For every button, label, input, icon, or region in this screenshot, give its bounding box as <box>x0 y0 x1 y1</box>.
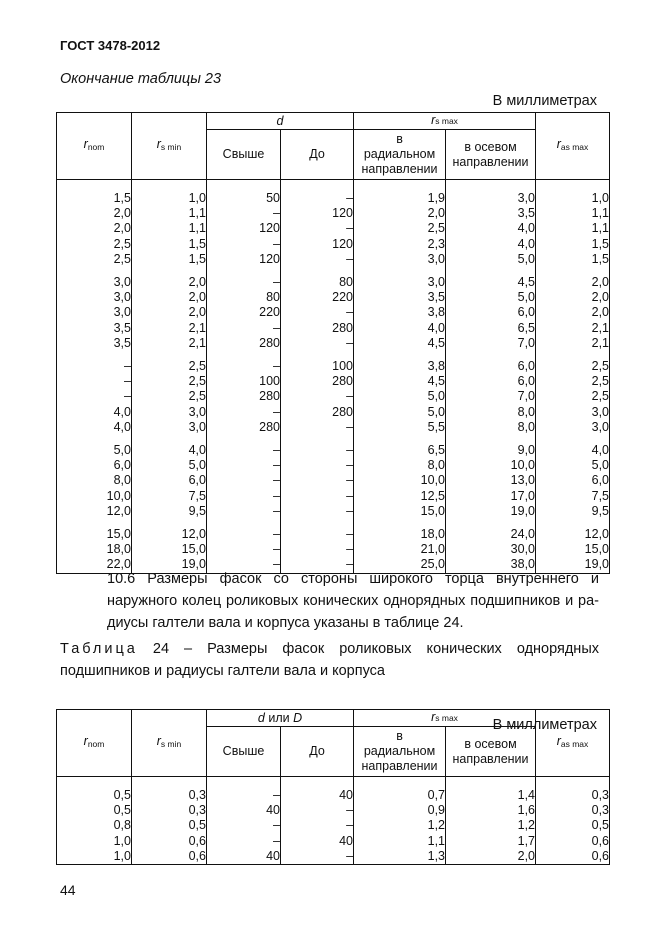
cell-d-upto: 280 <box>281 405 354 420</box>
cell-d-over: 120 <box>207 221 281 236</box>
cell-r-nom: 2,0 <box>57 206 132 221</box>
cell-rs-max-axial: 4,5 <box>446 275 536 290</box>
cell-d-over: 100 <box>207 374 281 389</box>
table-row <box>57 321 610 336</box>
cell-d-over: 280 <box>207 336 281 351</box>
header-ras-max: $r_{as max}$ <box>536 710 610 777</box>
cell-d-upto: 280 <box>281 374 354 389</box>
cell-rs-min: 2,5 <box>132 389 207 404</box>
cell-ras-max: 12,0 <box>536 527 610 542</box>
cell-rs-min: 12,0 <box>132 527 207 542</box>
header-axial: в осевом направлении <box>446 130 536 180</box>
cell-rs-max-radial: 1,2 <box>354 818 446 833</box>
cell-r-nom: 12,0 <box>57 504 132 519</box>
cell-rs-min: 1,0 <box>132 191 207 206</box>
cell-rs-max-radial: 5,0 <box>354 405 446 420</box>
cell-d-upto: 40 <box>281 788 354 803</box>
cell-rs-max-axial: 10,0 <box>446 458 536 473</box>
cell-r-nom: 3,5 <box>57 336 132 351</box>
cell-rs-min: 9,5 <box>132 504 207 519</box>
table-row <box>57 305 610 320</box>
cell-d-over: – <box>207 504 281 519</box>
cell-ras-max: 1,1 <box>536 206 610 221</box>
cell-d-upto: – <box>281 818 354 833</box>
cell-rs-min: 2,1 <box>132 321 207 336</box>
paragraph-line: диусы галтели вала и корпуса указаны в таблице 24. <box>107 615 464 631</box>
cell-ras-max: 2,5 <box>536 389 610 404</box>
cell-rs-max-radial: 21,0 <box>354 542 446 557</box>
cell-d-over: – <box>207 237 281 252</box>
table-row <box>57 237 610 252</box>
cell-r-nom: 2,5 <box>57 252 132 267</box>
cell-r-nom: 3,5 <box>57 321 132 336</box>
cell-rs-max-axial: 7,0 <box>446 336 536 351</box>
cell-rs-min: 1,5 <box>132 252 207 267</box>
section-10-6-paragraph <box>60 568 599 634</box>
cell-r-nom: – <box>57 389 132 404</box>
cell-d-upto: – <box>281 504 354 519</box>
cell-rs-min: 19,0 <box>132 557 207 573</box>
cell-r-nom: 4,0 <box>57 420 132 435</box>
cell-rs-max-radial: 4,5 <box>354 374 446 389</box>
table-row <box>57 443 610 458</box>
cell-ras-max: 4,0 <box>536 443 610 458</box>
cell-rs-max-radial: 1,3 <box>354 849 446 865</box>
cell-rs-max-radial: 10,0 <box>354 473 446 488</box>
cell-rs-max-axial: 9,0 <box>446 443 536 458</box>
cell-d-over: – <box>207 788 281 803</box>
cell-rs-min: 0,5 <box>132 818 207 833</box>
cell-rs-max-axial: 3,0 <box>446 191 536 206</box>
cell-r-nom: 6,0 <box>57 458 132 473</box>
header-rs-min: $r_{s min}$ <box>132 710 207 777</box>
group-spacer <box>57 267 610 275</box>
cell-d-over: – <box>207 557 281 573</box>
cell-d-over: – <box>207 489 281 504</box>
cell-rs-min: 2,0 <box>132 275 207 290</box>
table-row <box>57 818 610 833</box>
cell-rs-min: 6,0 <box>132 473 207 488</box>
table-row <box>57 834 610 849</box>
cell-ras-max: 0,6 <box>536 834 610 849</box>
cell-r-nom: 0,5 <box>57 803 132 818</box>
table-row <box>57 374 610 389</box>
cell-d-upto: – <box>281 803 354 818</box>
cell-rs-min: 2,1 <box>132 336 207 351</box>
cell-ras-max: 3,0 <box>536 420 610 435</box>
table-row <box>57 849 610 865</box>
cell-rs-max-axial: 4,0 <box>446 221 536 236</box>
table-row <box>57 206 610 221</box>
cell-r-nom: 3,0 <box>57 305 132 320</box>
cell-ras-max: 2,1 <box>536 336 610 351</box>
cell-ras-max: 1,1 <box>536 221 610 236</box>
table-24 <box>56 709 610 865</box>
table-row <box>57 420 610 435</box>
cell-d-upto: – <box>281 305 354 320</box>
cell-r-nom: 15,0 <box>57 527 132 542</box>
cell-rs-max-axial: 13,0 <box>446 473 536 488</box>
header-axial: в осевом направлении <box>446 727 536 777</box>
cell-rs-min: 3,0 <box>132 405 207 420</box>
cell-rs-min: 4,0 <box>132 443 207 458</box>
table-row <box>57 191 610 206</box>
cell-ras-max: 19,0 <box>536 557 610 573</box>
cell-d-over: – <box>207 527 281 542</box>
cell-d-upto: – <box>281 221 354 236</box>
cell-rs-max-axial: 6,5 <box>446 321 536 336</box>
cell-ras-max: 2,0 <box>536 290 610 305</box>
cell-r-nom: 10,0 <box>57 489 132 504</box>
cell-d-upto: – <box>281 527 354 542</box>
group-spacer <box>57 435 610 443</box>
cell-rs-max-axial: 6,0 <box>446 374 536 389</box>
group-spacer <box>57 519 610 527</box>
cell-rs-max-axial: 4,0 <box>446 237 536 252</box>
cell-ras-max: 6,0 <box>536 473 610 488</box>
cell-rs-max-axial: 6,0 <box>446 305 536 320</box>
cell-ras-max: 2,1 <box>536 321 610 336</box>
header-r-nom: $r_{nom}$ <box>57 710 132 777</box>
cell-rs-max-radial: 3,8 <box>354 359 446 374</box>
cell-rs-max-radial: 5,0 <box>354 389 446 404</box>
cell-rs-max-radial: 2,3 <box>354 237 446 252</box>
cell-rs-max-radial: 2,0 <box>354 206 446 221</box>
cell-ras-max: 3,0 <box>536 405 610 420</box>
cell-ras-max: 0,3 <box>536 788 610 803</box>
header-over: Свыше <box>207 727 281 777</box>
cell-d-over: – <box>207 458 281 473</box>
cell-d-over: – <box>207 359 281 374</box>
cell-d-upto: 40 <box>281 834 354 849</box>
header-rs-max: rs max <box>354 113 536 130</box>
cell-rs-max-radial: 3,5 <box>354 290 446 305</box>
cell-rs-max-axial: 1,6 <box>446 803 536 818</box>
table-row <box>57 290 610 305</box>
cell-ras-max: 2,5 <box>536 359 610 374</box>
cell-r-nom: 1,0 <box>57 849 132 865</box>
group-spacer <box>57 777 610 789</box>
table-row <box>57 504 610 519</box>
group-spacer <box>57 180 610 192</box>
table-24-units: В миллиметрах <box>492 717 597 733</box>
cell-ras-max: 15,0 <box>536 542 610 557</box>
cell-rs-max-axial: 5,0 <box>446 252 536 267</box>
cell-d-over: 80 <box>207 290 281 305</box>
table-row <box>57 275 610 290</box>
table-24-title-line2: подшипников и радиусы галтели вала и корпуса <box>60 663 385 679</box>
cell-rs-max-radial: 6,5 <box>354 443 446 458</box>
cell-ras-max: 1,5 <box>536 237 610 252</box>
table-row <box>57 359 610 374</box>
page-number: 44 <box>60 882 76 898</box>
cell-ras-max: 5,0 <box>536 458 610 473</box>
cell-rs-max-radial: 15,0 <box>354 504 446 519</box>
cell-d-upto: – <box>281 458 354 473</box>
cell-d-over: 280 <box>207 389 281 404</box>
cell-d-over: 40 <box>207 803 281 818</box>
cell-d-upto: – <box>281 849 354 865</box>
cell-d-upto: 80 <box>281 275 354 290</box>
table-23-units: В миллиметрах <box>492 93 597 109</box>
cell-rs-max-axial: 17,0 <box>446 489 536 504</box>
cell-rs-max-axial: 2,0 <box>446 849 536 865</box>
cell-r-nom: 4,0 <box>57 405 132 420</box>
cell-ras-max: 1,5 <box>536 252 610 267</box>
cell-rs-max-radial: 0,7 <box>354 788 446 803</box>
cell-rs-max-radial: 25,0 <box>354 557 446 573</box>
cell-rs-min: 2,0 <box>132 305 207 320</box>
cell-rs-max-radial: 8,0 <box>354 458 446 473</box>
cell-d-upto: – <box>281 252 354 267</box>
cell-rs-max-radial: 18,0 <box>354 527 446 542</box>
cell-rs-max-axial: 30,0 <box>446 542 536 557</box>
cell-rs-max-axial: 38,0 <box>446 557 536 573</box>
cell-rs-min: 3,0 <box>132 420 207 435</box>
cell-d-over: 40 <box>207 849 281 865</box>
cell-rs-min: 15,0 <box>132 542 207 557</box>
cell-rs-max-radial: 1,9 <box>354 191 446 206</box>
cell-ras-max: 2,5 <box>536 374 610 389</box>
cell-d-over: 120 <box>207 252 281 267</box>
table-23-caption: Окончание таблицы 23 <box>60 71 222 87</box>
cell-d-upto: – <box>281 443 354 458</box>
table-row <box>57 336 610 351</box>
cell-r-nom: 0,5 <box>57 788 132 803</box>
cell-r-nom: 2,0 <box>57 221 132 236</box>
cell-r-nom: 8,0 <box>57 473 132 488</box>
header-radial: в радиальном направлении <box>354 727 446 777</box>
cell-r-nom: – <box>57 374 132 389</box>
cell-d-over: 280 <box>207 420 281 435</box>
cell-r-nom: – <box>57 359 132 374</box>
cell-ras-max: 7,5 <box>536 489 610 504</box>
header-r-nom: $r_{nom}$ <box>57 113 132 180</box>
cell-d-upto: 220 <box>281 290 354 305</box>
header-ras-max: $r_{as max}$ <box>536 113 610 180</box>
paragraph-line: наружного колец роликовых конических однорядных подшипников и ра- <box>107 593 599 609</box>
cell-d-upto: – <box>281 389 354 404</box>
cell-d-upto: – <box>281 473 354 488</box>
cell-rs-max-axial: 1,2 <box>446 818 536 833</box>
cell-rs-max-axial: 6,0 <box>446 359 536 374</box>
cell-rs-max-radial: 4,0 <box>354 321 446 336</box>
cell-ras-max: 9,5 <box>536 504 610 519</box>
cell-rs-max-radial: 2,5 <box>354 221 446 236</box>
table-24-title <box>60 638 599 682</box>
table-row <box>57 389 610 404</box>
cell-d-upto: – <box>281 489 354 504</box>
header-upto: До <box>281 130 354 180</box>
cell-rs-min: 5,0 <box>132 458 207 473</box>
cell-rs-min: 7,5 <box>132 489 207 504</box>
cell-rs-max-radial: 12,5 <box>354 489 446 504</box>
cell-d-over: – <box>207 206 281 221</box>
cell-d-over: – <box>207 473 281 488</box>
cell-r-nom: 3,0 <box>57 290 132 305</box>
cell-rs-max-axial: 24,0 <box>446 527 536 542</box>
cell-d-upto: 280 <box>281 321 354 336</box>
cell-d-upto: – <box>281 420 354 435</box>
cell-rs-max-radial: 4,5 <box>354 336 446 351</box>
cell-r-nom: 18,0 <box>57 542 132 557</box>
cell-rs-min: 2,0 <box>132 290 207 305</box>
table-row <box>57 489 610 504</box>
table-23 <box>56 112 610 574</box>
table-row <box>57 803 610 818</box>
cell-rs-max-axial: 19,0 <box>446 504 536 519</box>
table-24-title-label: Таблица <box>60 641 138 657</box>
table-row <box>57 527 610 542</box>
cell-rs-min: 0,3 <box>132 803 207 818</box>
cell-d-over: – <box>207 405 281 420</box>
table-row <box>57 252 610 267</box>
cell-rs-max-axial: 1,7 <box>446 834 536 849</box>
header-rs-min: $r_{s min}$ <box>132 113 207 180</box>
table-row <box>57 473 610 488</box>
cell-ras-max: 2,0 <box>536 275 610 290</box>
document-code: ГОСТ 3478-2012 <box>60 38 161 53</box>
header-over: Свыше <box>207 130 281 180</box>
cell-rs-max-radial: 1,1 <box>354 834 446 849</box>
header-upto: До <box>281 727 354 777</box>
cell-d-over: – <box>207 834 281 849</box>
cell-d-over: 50 <box>207 191 281 206</box>
table-row <box>57 458 610 473</box>
cell-d-upto: – <box>281 542 354 557</box>
cell-d-upto: – <box>281 191 354 206</box>
table-row <box>57 542 610 557</box>
cell-d-upto: – <box>281 336 354 351</box>
header-d: d <box>207 113 354 130</box>
cell-d-upto: 120 <box>281 237 354 252</box>
cell-ras-max: 0,6 <box>536 849 610 865</box>
cell-ras-max: 0,3 <box>536 803 610 818</box>
header-radial: в радиальном направлении <box>354 130 446 180</box>
cell-r-nom: 3,0 <box>57 275 132 290</box>
cell-rs-max-axial: 5,0 <box>446 290 536 305</box>
cell-rs-min: 0,6 <box>132 834 207 849</box>
table-row <box>57 788 610 803</box>
cell-rs-min: 1,1 <box>132 221 207 236</box>
cell-rs-max-radial: 3,0 <box>354 275 446 290</box>
cell-rs-max-radial: 5,5 <box>354 420 446 435</box>
cell-d-upto: – <box>281 557 354 573</box>
cell-ras-max: 0,5 <box>536 818 610 833</box>
table-row <box>57 405 610 420</box>
cell-rs-max-radial: 3,8 <box>354 305 446 320</box>
cell-rs-max-radial: 3,0 <box>354 252 446 267</box>
paragraph-line: 10.6 Размеры фасок со стороны широкого торца внутреннего и <box>107 571 599 587</box>
cell-rs-max-axial: 8,0 <box>446 420 536 435</box>
cell-r-nom: 1,0 <box>57 834 132 849</box>
cell-d-over: – <box>207 321 281 336</box>
cell-d-over: – <box>207 542 281 557</box>
cell-d-over: – <box>207 443 281 458</box>
cell-rs-max-axial: 3,5 <box>446 206 536 221</box>
cell-d-upto: 120 <box>281 206 354 221</box>
group-spacer <box>57 351 610 359</box>
cell-d-upto: 100 <box>281 359 354 374</box>
cell-r-nom: 22,0 <box>57 557 132 573</box>
cell-rs-max-axial: 1,4 <box>446 788 536 803</box>
cell-d-over: – <box>207 275 281 290</box>
cell-d-over: – <box>207 818 281 833</box>
cell-rs-min: 2,5 <box>132 359 207 374</box>
cell-rs-min: 0,3 <box>132 788 207 803</box>
cell-r-nom: 0,8 <box>57 818 132 833</box>
cell-r-nom: 1,5 <box>57 191 132 206</box>
cell-rs-min: 2,5 <box>132 374 207 389</box>
cell-rs-max-axial: 8,0 <box>446 405 536 420</box>
table-24-title-line1: 24 – Размеры фасок роликовых конических однорядных <box>137 641 599 657</box>
cell-rs-min: 0,6 <box>132 849 207 865</box>
cell-rs-max-radial: 0,9 <box>354 803 446 818</box>
header-rs-max: rs max <box>354 710 536 727</box>
cell-ras-max: 1,0 <box>536 191 610 206</box>
cell-d-over: 220 <box>207 305 281 320</box>
cell-r-nom: 2,5 <box>57 237 132 252</box>
cell-rs-min: 1,5 <box>132 237 207 252</box>
cell-rs-max-axial: 7,0 <box>446 389 536 404</box>
cell-rs-min: 1,1 <box>132 206 207 221</box>
table-row <box>57 221 610 236</box>
cell-r-nom: 5,0 <box>57 443 132 458</box>
cell-ras-max: 2,0 <box>536 305 610 320</box>
header-d-or-D: d или D <box>207 710 354 727</box>
